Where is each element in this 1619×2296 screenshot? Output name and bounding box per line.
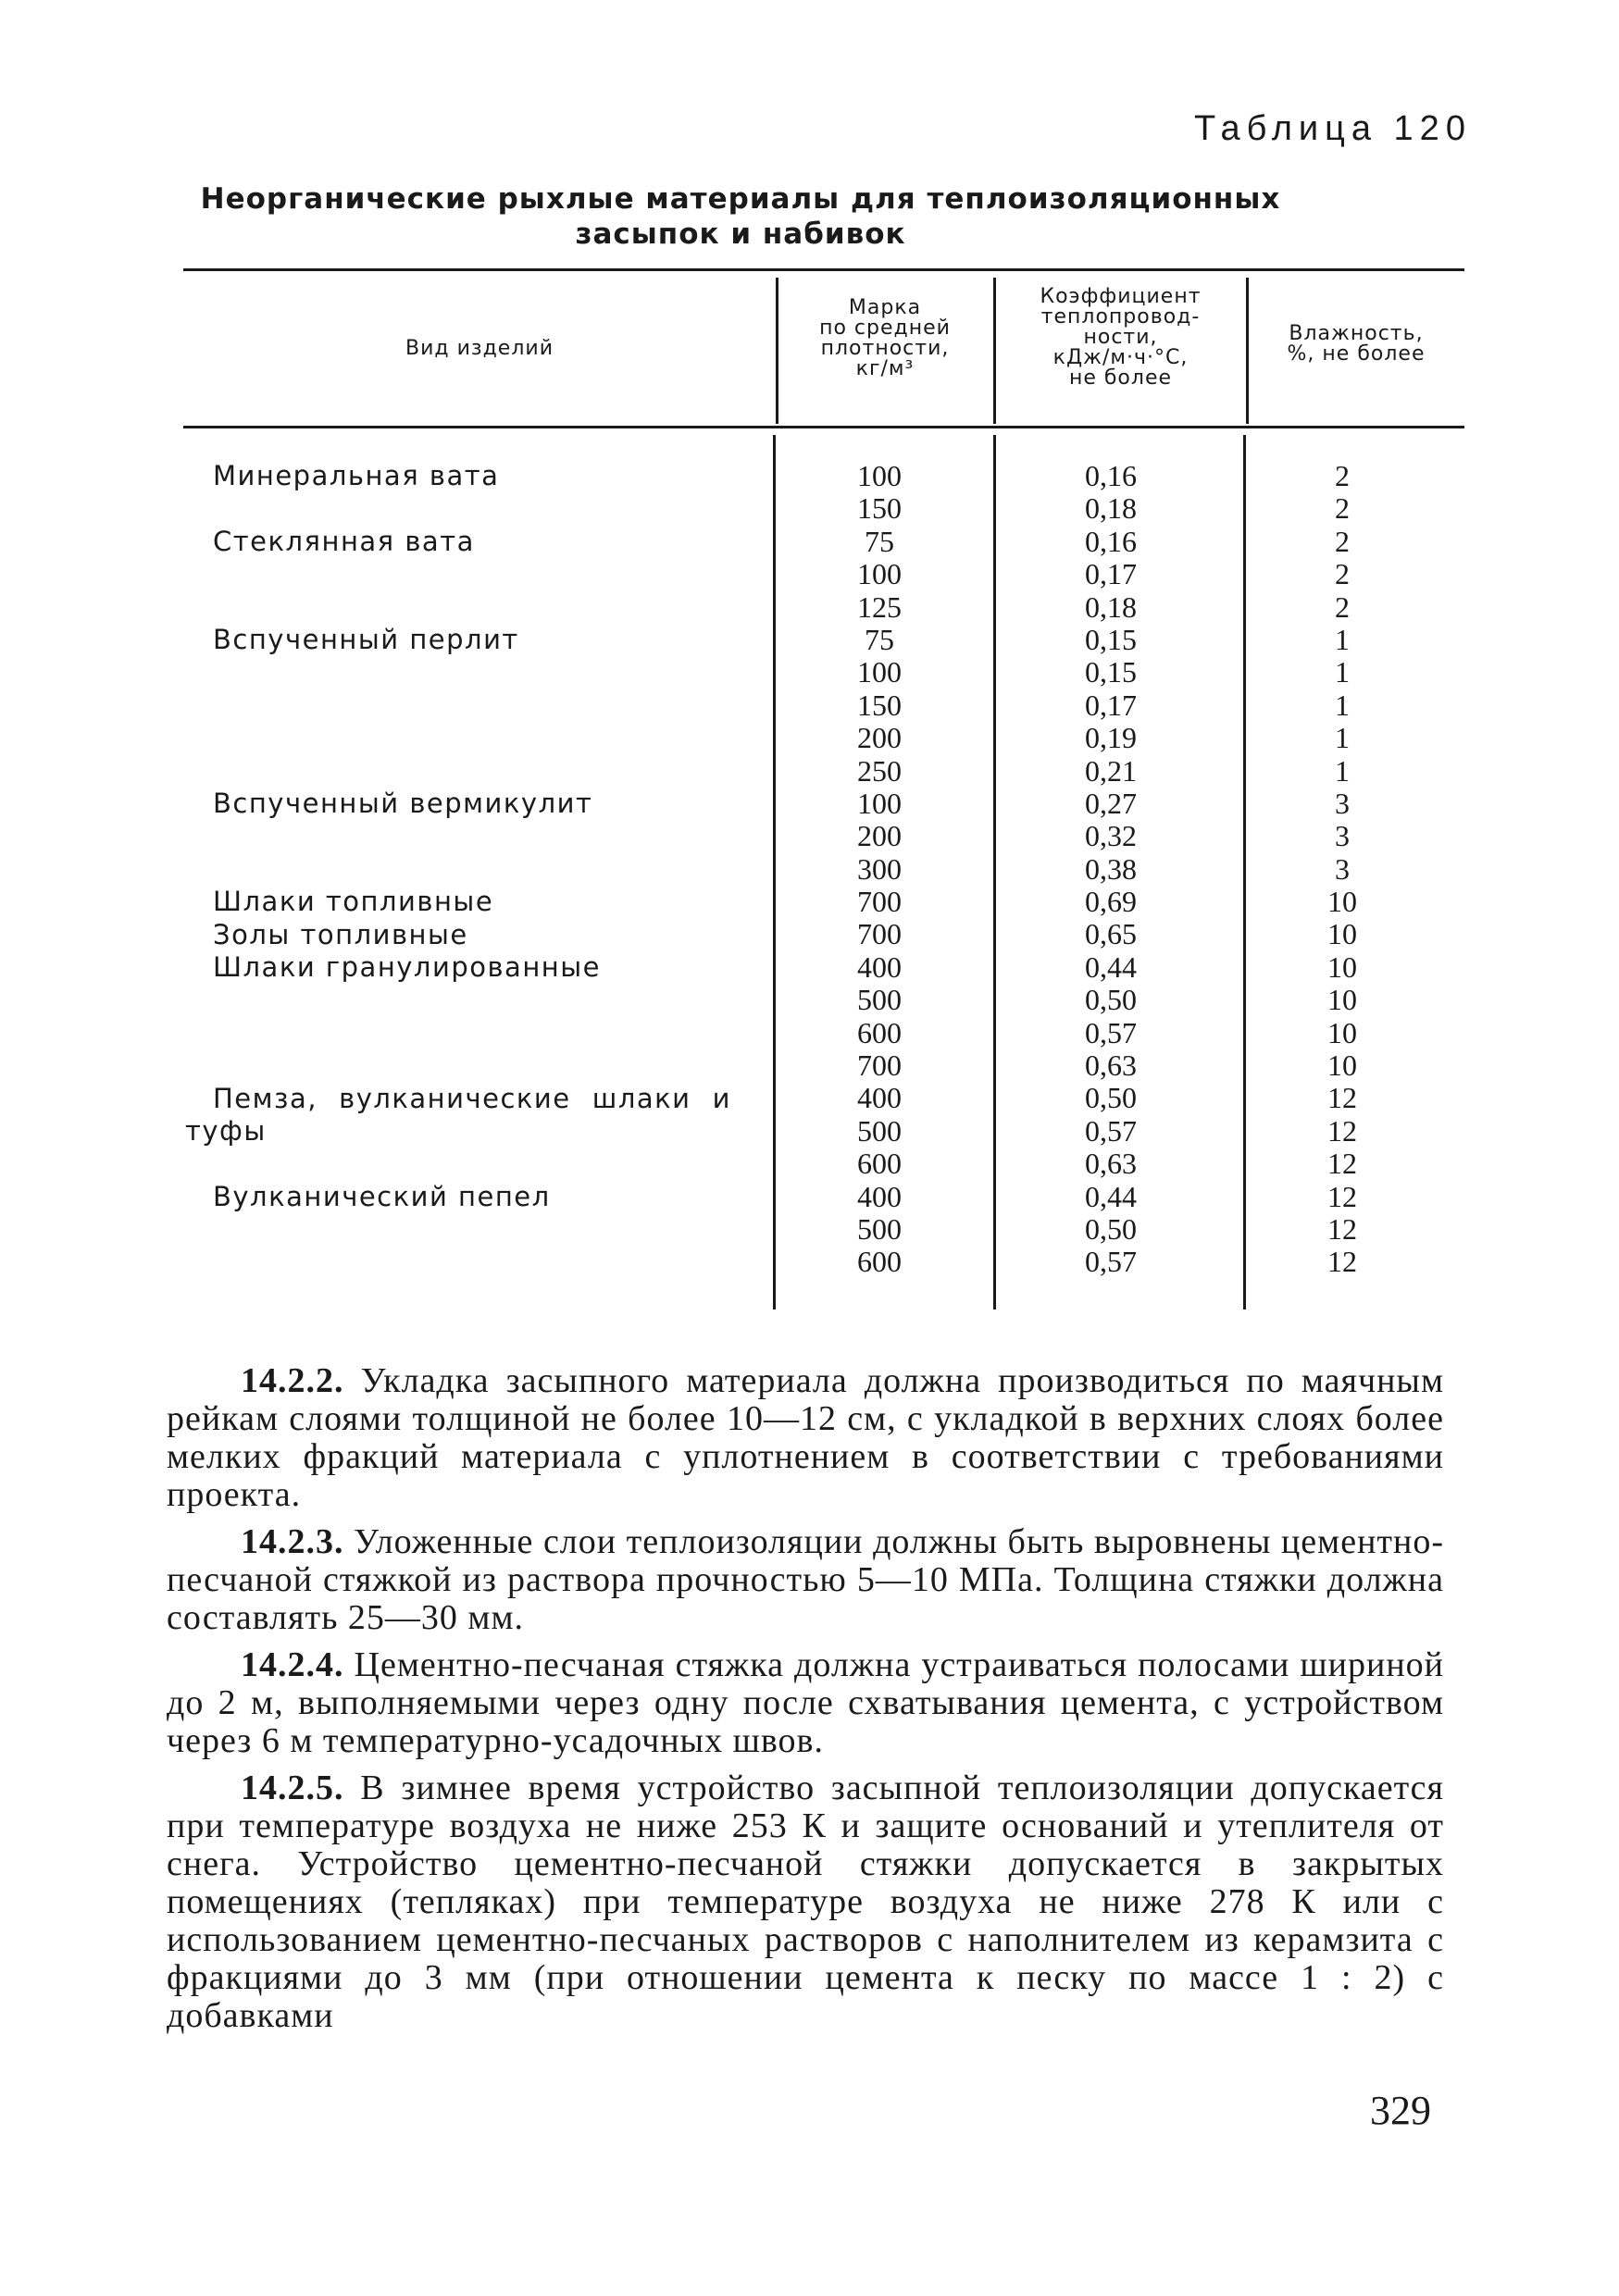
density-cell: 250 [857, 753, 902, 788]
col-divider-1 [776, 278, 778, 424]
moisture-cell: 12 [1327, 1081, 1357, 1115]
conductivity-cell: 0,44 [1085, 949, 1137, 984]
header-density: Марка по средней плотности, кг/м³ [819, 296, 951, 380]
conductivity-cell: 0,65 [1085, 917, 1137, 951]
moisture-cell: 12 [1327, 1211, 1357, 1246]
moisture-cell: 12 [1327, 1113, 1357, 1148]
conductivity-cell: 0,32 [1085, 819, 1137, 853]
paragraph [167, 1769, 1444, 2035]
conductivity-cell: 0,63 [1085, 1147, 1137, 1181]
paragraph-text: Укладка засыпного материала должна производиться по маячным рейкам слоями толщиной не более 10—12 см, с укладкой в верхних слоях более мелких фракций материала с уплотнением в соответствии с требованиями проекта. [167, 1361, 1444, 1514]
paragraph-text: В зимнее время устройство засыпной теплоизоляции допускается при температуре воздуха не ниже 253 К и защите оснований и утеплителя от снега. Устройство цементно-песчаной стяжки допускается в закрытых помещениях (тепляках) при температуре воздуха не ниже 278 К или с использованием цементно-песчаных растворов с наполнителем из керамзита с фракциями до 3 мм (при отношении цемента к песку по массе 1 : 2) с добавками [167, 1769, 1445, 2035]
moisture-cell: 2 [1335, 557, 1350, 591]
page-number: 329 [1370, 2088, 1431, 2133]
moisture-cell: 10 [1327, 1015, 1357, 1049]
density-cell: 100 [857, 655, 902, 689]
moisture-cell: 3 [1335, 851, 1350, 886]
paragraph-number: 14.2.5. [241, 1769, 344, 1807]
density-cell: 700 [857, 885, 902, 919]
density-cell: 700 [857, 917, 902, 951]
moisture-cell: 2 [1335, 491, 1350, 526]
conductivity-cell: 0,17 [1085, 688, 1137, 722]
conductivity-cell: 0,69 [1085, 885, 1137, 919]
table-title: Неорганические рыхлые материалы для теплоизоляционных засыпок и набивок [200, 182, 1281, 251]
paragraph [167, 1646, 1444, 1760]
density-cell: 100 [857, 459, 902, 492]
conductivity-cell: 0,15 [1085, 622, 1137, 656]
density-cell: 75 [865, 622, 894, 656]
moisture-cell: 10 [1327, 983, 1357, 1017]
moisture-cell: 12 [1327, 1245, 1357, 1279]
moisture-cell: 12 [1327, 1179, 1357, 1213]
conductivity-cell: 0,18 [1085, 491, 1137, 526]
material-name: Стеклянная вата [213, 525, 475, 557]
density-cell: 150 [857, 688, 902, 722]
density-cell: 400 [857, 949, 902, 984]
conductivity-cell: 0,50 [1085, 1081, 1137, 1115]
conductivity-cell: 0,21 [1085, 753, 1137, 788]
material-name: Вулканический пепел [213, 1180, 551, 1212]
conductivity-cell: 0,63 [1085, 1049, 1137, 1083]
material-name: Пемза, вулканические шлаки и туфы [185, 1082, 731, 1147]
density-cell: 400 [857, 1179, 902, 1213]
moisture-cell: 12 [1327, 1147, 1357, 1181]
material-name: Шлаки гранулированные [213, 951, 601, 983]
conductivity-cell: 0,15 [1085, 655, 1137, 689]
conductivity-cell: 0,44 [1085, 1179, 1137, 1213]
paragraph [167, 1362, 1444, 1514]
moisture-cell: 1 [1335, 655, 1350, 689]
density-cell: 400 [857, 1081, 902, 1115]
conductivity-cell: 0,38 [1085, 851, 1137, 886]
paragraph-text: Уложенные слои теплоизоляции должны быть выровнены цементно-песчаной стяжкой из раствора прочностью 5—10 МПа. Толщина стяжки должна составлять 25—30 мм. [167, 1522, 1444, 1637]
moisture-cell: 3 [1335, 819, 1350, 853]
conductivity-cell: 0,57 [1085, 1015, 1137, 1049]
col-divider-1-body [773, 435, 776, 1309]
moisture-cell: 1 [1335, 688, 1350, 722]
moisture-cell: 3 [1335, 786, 1350, 820]
material-name: Шлаки топливные [213, 886, 494, 918]
header-conductivity: Коэффициент теплопровод- ности, кДж/м·ч·°С, не более [1040, 285, 1202, 390]
conductivity-cell: 0,57 [1085, 1245, 1137, 1279]
table-top-rule [183, 268, 1464, 271]
paragraph-text: Цементно-песчаная стяжка должна устраиваться полосами шириной до 2 м, выполняемыми через одну после схватывания цемента, с устройством через 6 м температурно-усадочных швов. [167, 1645, 1445, 1760]
density-cell: 700 [857, 1049, 902, 1083]
header-moisture: Влажность, %, не более [1287, 322, 1426, 366]
col-divider-2-body [993, 435, 996, 1309]
density-cell: 100 [857, 557, 902, 591]
paragraph-number: 14.2.3. [241, 1522, 344, 1561]
density-cell: 600 [857, 1147, 902, 1181]
table-label: Таблица 120 [1194, 109, 1472, 148]
moisture-cell: 1 [1335, 721, 1350, 755]
moisture-column [1287, 460, 1398, 1279]
density-cell: 500 [857, 1113, 902, 1148]
paragraph-number: 14.2.4. [241, 1645, 344, 1684]
density-cell: 75 [865, 524, 894, 558]
conductivity-cell: 0,17 [1085, 557, 1137, 591]
moisture-cell: 10 [1327, 949, 1357, 984]
paragraph-number: 14.2.2. [241, 1361, 344, 1400]
body-text [167, 1362, 1444, 2044]
conductivity-cell: 0,50 [1085, 1211, 1137, 1246]
material-name: Вспученный перлит [213, 624, 519, 655]
density-cell: 100 [857, 786, 902, 820]
conductivity-cell: 0,16 [1085, 459, 1137, 492]
moisture-cell: 2 [1335, 590, 1350, 624]
density-cell: 150 [857, 491, 902, 526]
density-cell: 600 [857, 1015, 902, 1049]
col-divider-2 [993, 278, 996, 424]
density-cell: 500 [857, 1211, 902, 1246]
density-cell: 200 [857, 721, 902, 755]
conductivity-cell: 0,18 [1085, 590, 1137, 624]
table-header-rule [183, 426, 1464, 428]
material-name: Вспученный вермикулит [213, 788, 593, 819]
header-type: Вид изделий [405, 337, 554, 360]
density-column [815, 460, 944, 1279]
paragraph [167, 1523, 1444, 1637]
density-cell: 500 [857, 983, 902, 1017]
moisture-cell: 10 [1327, 917, 1357, 951]
moisture-cell: 2 [1335, 524, 1350, 558]
col-divider-3 [1246, 278, 1249, 424]
material-name: Золы топливные [213, 918, 468, 950]
conductivity-cell: 0,27 [1085, 786, 1137, 820]
density-cell: 200 [857, 819, 902, 853]
moisture-cell: 1 [1335, 753, 1350, 788]
conductivity-cell: 0,57 [1085, 1113, 1137, 1148]
density-cell: 600 [857, 1245, 902, 1279]
density-cell: 125 [857, 590, 902, 624]
moisture-cell: 10 [1327, 885, 1357, 919]
density-cell: 300 [857, 851, 902, 886]
moisture-cell: 1 [1335, 622, 1350, 656]
moisture-cell: 10 [1327, 1049, 1357, 1083]
conductivity-cell: 0,50 [1085, 983, 1137, 1017]
material-name: Минеральная вата [213, 460, 500, 491]
col-divider-3-body [1243, 435, 1246, 1309]
conductivity-column [1041, 460, 1180, 1279]
conductivity-cell: 0,16 [1085, 524, 1137, 558]
moisture-cell: 2 [1335, 459, 1350, 492]
conductivity-cell: 0,19 [1085, 721, 1137, 755]
